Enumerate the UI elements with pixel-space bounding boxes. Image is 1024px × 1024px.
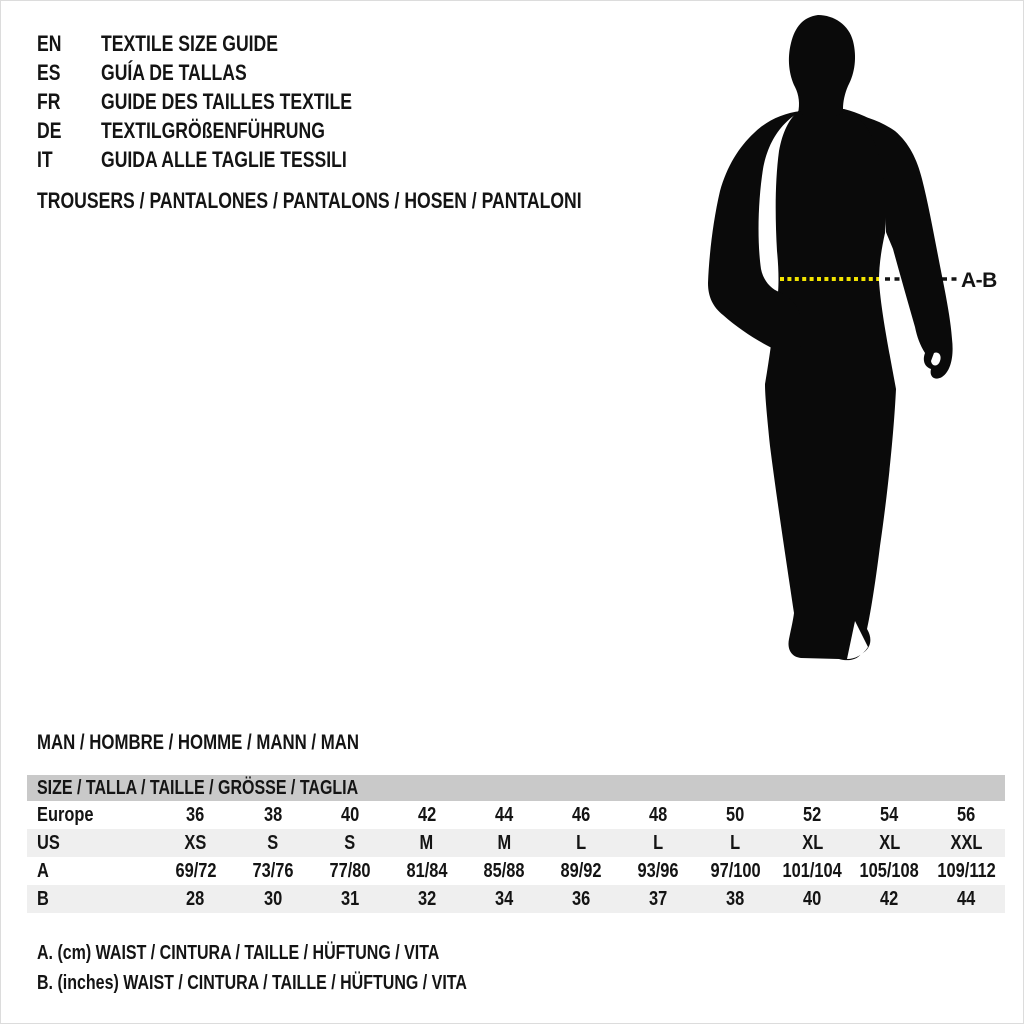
- size-cell: M: [419, 832, 434, 854]
- garment-category-title-text: TROUSERS / PANTALONES / PANTALONS / HOSEN / PANTALONI: [37, 188, 582, 213]
- size-cell: XS: [184, 832, 207, 854]
- size-cell: 73/76: [252, 860, 294, 882]
- size-cell: 48: [648, 804, 668, 826]
- size-cell: 40: [340, 804, 359, 826]
- language-guide-title: GUÍA DE TALLAS: [101, 60, 247, 85]
- footnote-a-text: A. (cm) WAIST / CINTURA / TAILLE / HÜFTUNG / VITA: [37, 942, 440, 964]
- size-cell: 44: [957, 888, 976, 910]
- size-cell: M: [497, 832, 511, 854]
- size-cell: L: [653, 832, 664, 854]
- gender-section-title-text: MAN / HOMBRE / HOMME / MANN / MAN: [37, 731, 359, 754]
- size-cell: 34: [494, 888, 514, 910]
- size-cell: 52: [803, 804, 822, 826]
- size-cell: 109/112: [937, 860, 996, 882]
- language-code: ES: [37, 60, 61, 85]
- size-cell: 37: [648, 888, 668, 910]
- size-cell: 42: [880, 888, 899, 910]
- row-label: A: [37, 860, 49, 882]
- size-cell: 93/96: [637, 860, 679, 882]
- language-guide-title: GUIDE DES TAILLES TEXTILE: [101, 89, 352, 114]
- size-cell: 105/108: [859, 860, 920, 882]
- size-cell: XXL: [950, 832, 983, 854]
- size-cell: 89/92: [560, 860, 602, 882]
- language-guide-title: TEXTILGRÖßENFÜHRUNG: [101, 118, 325, 143]
- row-label: B: [37, 888, 49, 910]
- size-cell: 77/80: [329, 860, 371, 882]
- row-label: Europe: [37, 804, 94, 826]
- size-cell: 38: [726, 888, 745, 910]
- size-cell: 54: [880, 804, 899, 826]
- size-cell: 28: [186, 888, 205, 910]
- size-cell: 31: [340, 888, 359, 910]
- size-table-header-text: SIZE / TALLA / TAILLE / GRÖSSE / TAGLIA: [37, 777, 359, 799]
- size-cell: 69/72: [175, 860, 217, 882]
- silhouette-torso-legs: [765, 109, 896, 660]
- footnote-a: [37, 938, 574, 968]
- language-code: DE: [37, 118, 62, 143]
- size-cell: 32: [417, 888, 436, 910]
- row-label: US: [37, 832, 60, 854]
- size-cell: L: [730, 832, 741, 854]
- language-guide-title: GUIDA ALLE TAGLIE TESSILI: [101, 147, 347, 172]
- size-table-row-a: [27, 857, 1005, 885]
- language-guide-title: TEXTILE SIZE GUIDE: [101, 31, 278, 56]
- size-cell: 81/84: [406, 860, 448, 882]
- language-code: FR: [37, 89, 61, 114]
- size-cell: 36: [571, 888, 591, 910]
- size-cell: 30: [263, 888, 282, 910]
- size-cell: 85/88: [483, 860, 525, 882]
- language-code: EN: [37, 31, 62, 56]
- size-table-body: [27, 801, 1005, 913]
- size-cell: 44: [494, 804, 514, 826]
- size-cell: S: [267, 832, 279, 854]
- footnote-b: [37, 968, 574, 998]
- size-table-row-us: [27, 829, 1005, 857]
- waist-measure-label: A-B: [961, 269, 997, 292]
- size-cell: 97/100: [710, 860, 761, 882]
- size-cell: 50: [726, 804, 745, 826]
- footnote-b-text: B. (inches) WAIST / CINTURA / TAILLE / HÜFTUNG / VITA: [37, 972, 467, 994]
- size-cell: 40: [803, 888, 822, 910]
- size-cell: 101/104: [782, 860, 842, 882]
- size-table-row-b: [27, 885, 1005, 913]
- size-cell: 36: [186, 804, 205, 826]
- measurement-footnotes: [37, 938, 574, 998]
- size-cell: S: [344, 832, 356, 854]
- language-code: IT: [37, 147, 53, 172]
- size-table-row-europe: [27, 801, 1005, 829]
- size-table-header: [27, 775, 1005, 801]
- silhouette-head: [789, 15, 855, 118]
- size-cell: L: [576, 832, 587, 854]
- gender-section-title: [37, 731, 439, 755]
- size-cell: XL: [878, 832, 900, 854]
- size-table: [27, 775, 1005, 913]
- size-cell: 42: [417, 804, 436, 826]
- size-cell: 38: [263, 804, 282, 826]
- size-cell: 46: [571, 804, 591, 826]
- size-cell: XL: [801, 832, 823, 854]
- size-cell: 56: [957, 804, 976, 826]
